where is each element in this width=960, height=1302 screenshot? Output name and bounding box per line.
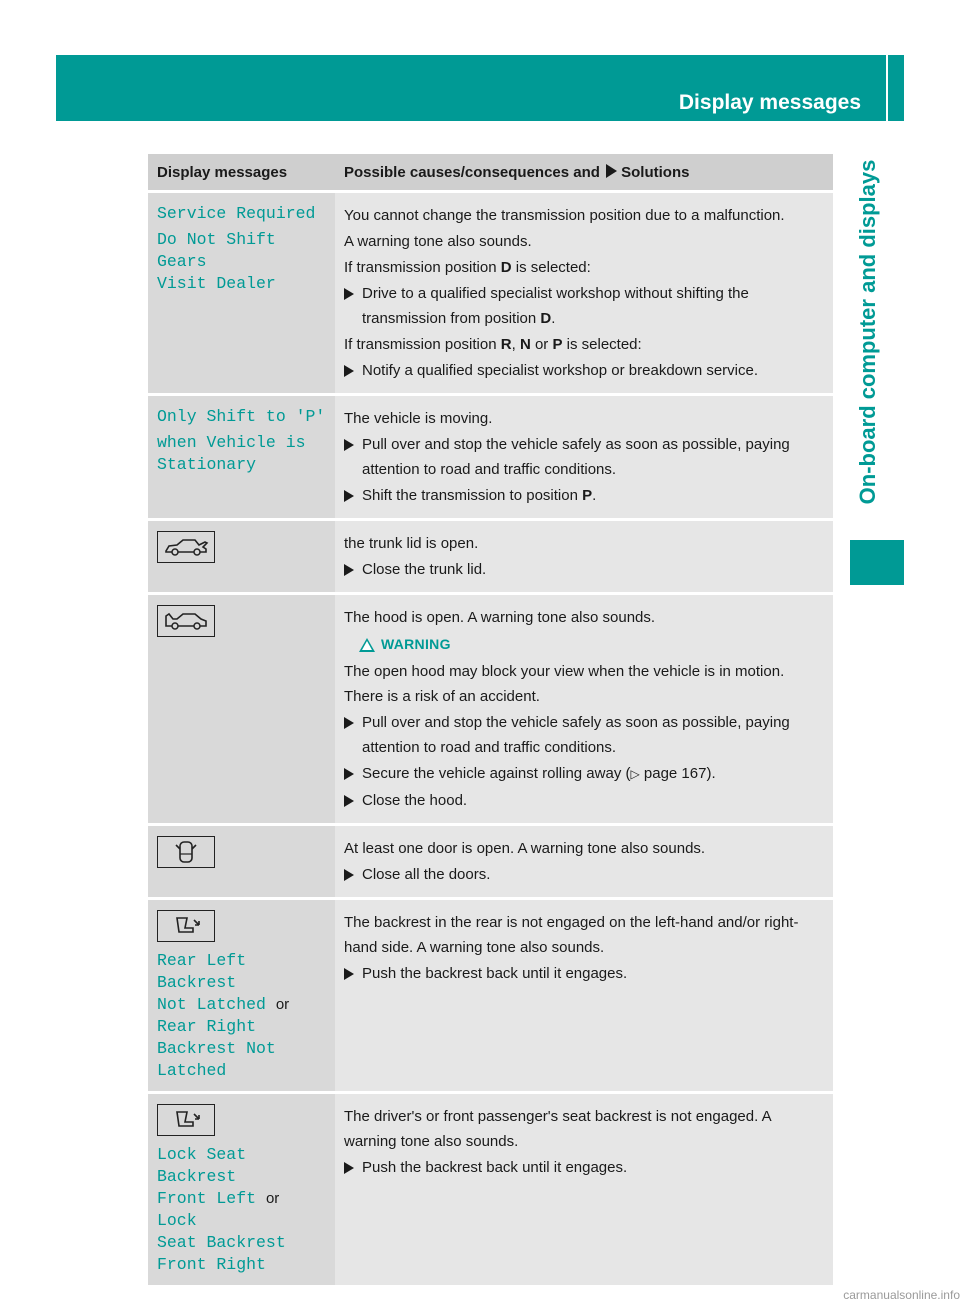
table-row xyxy=(148,594,833,825)
solution-step: Push the backrest back until it engages. xyxy=(344,961,824,986)
step-arrow-icon xyxy=(344,564,354,576)
warning-text: The open hood may block your view when the vehicle is in motion. There is a risk of an accident. xyxy=(344,663,785,705)
cause-text: You cannot change the transmission position due to a malfunction. xyxy=(344,207,785,224)
solution-cell xyxy=(335,1093,833,1286)
page-ref-icon: ▷ xyxy=(630,767,640,781)
column-header-solutions: Possible causes/consequences and Solutions xyxy=(335,154,833,192)
step-arrow-icon xyxy=(344,365,354,377)
display-message-text: Front Right xyxy=(157,1255,266,1274)
display-message-text: Latched xyxy=(157,1061,227,1080)
watermark: carmanualsonline.info xyxy=(843,1288,960,1302)
cause-text: A warning tone also sounds. xyxy=(344,233,532,250)
message-cell xyxy=(148,520,335,594)
solution-cell xyxy=(335,825,833,899)
table-row xyxy=(148,1093,833,1286)
solution-step: Shift the transmission to position P. xyxy=(344,483,824,508)
step-arrow-icon xyxy=(344,1162,354,1174)
step-arrow-icon xyxy=(344,869,354,881)
solution-cell xyxy=(335,899,833,1093)
display-messages-table xyxy=(148,154,833,1285)
display-message-text: Stationary xyxy=(157,455,257,474)
door-open-icon xyxy=(157,836,215,868)
warning-triangle-icon xyxy=(359,638,375,652)
table-row xyxy=(148,825,833,899)
step-arrow-icon xyxy=(344,288,354,300)
table-row xyxy=(148,192,833,395)
cause-text: At least one door is open. A warning tone also sounds. xyxy=(344,840,706,857)
step-arrow-icon xyxy=(344,795,354,807)
seat-backrest-icon xyxy=(157,1104,215,1136)
solution-cell xyxy=(335,594,833,825)
display-message-text: Front Left or Lock xyxy=(157,1189,280,1230)
display-message-text: Service Required xyxy=(157,204,316,223)
cause-text: The hood is open. A warning tone also sounds. xyxy=(344,609,656,626)
table-header-row xyxy=(148,154,833,192)
solution-step: Drive to a qualified specialist workshop without shifting the transmission from position D. xyxy=(344,281,824,331)
display-message-text: Backrest Not xyxy=(157,1039,276,1058)
column-header-messages: Display messages xyxy=(148,154,335,192)
warning-label: WARNING xyxy=(344,632,824,657)
cause-text: the trunk lid is open. xyxy=(344,535,479,552)
page-number: 261 xyxy=(909,95,939,114)
section-title: Display messages xyxy=(678,91,861,114)
solution-cell xyxy=(335,395,833,520)
table-row xyxy=(148,899,833,1093)
solution-cell xyxy=(335,520,833,594)
solution-step: Pull over and stop the vehicle safely as soon as possible, paying attention to road and traffic conditions. xyxy=(344,432,824,482)
display-message-text: Visit Dealer xyxy=(157,274,276,293)
display-message-text: Rear Left Backrest xyxy=(157,951,247,992)
solution-step: Close the hood. xyxy=(344,788,824,813)
message-cell xyxy=(148,395,335,520)
message-cell xyxy=(148,594,335,825)
display-message-text: Do Not Shift Gears xyxy=(157,230,276,271)
cause-text: The vehicle is moving. xyxy=(344,410,493,427)
display-message-text: Lock Seat Backrest xyxy=(157,1145,247,1186)
solution-step: Pull over and stop the vehicle safely as soon as possible, paying attention to road and traffic conditions. xyxy=(344,710,824,760)
display-message-text: Only Shift to 'P' xyxy=(157,407,326,426)
step-arrow-icon xyxy=(344,490,354,502)
solution-step: Close the trunk lid. xyxy=(344,557,824,582)
chapter-tab xyxy=(834,134,902,530)
table-row xyxy=(148,395,833,520)
seat-backrest-icon xyxy=(157,910,215,942)
display-message-text: when Vehicle is xyxy=(157,433,306,452)
cause-text: If transmission position R, N or P is selected: xyxy=(344,336,642,353)
page-header-bar xyxy=(56,55,939,121)
hood-open-icon xyxy=(157,605,215,637)
chapter-tab-label: On-board computer and displays xyxy=(855,159,880,505)
trunk-open-icon xyxy=(157,531,215,563)
display-message-text: Seat Backrest xyxy=(157,1233,286,1252)
step-arrow-icon xyxy=(344,439,354,451)
solution-step: Push the backrest back until it engages. xyxy=(344,1155,824,1180)
solution-step: Close all the doors. xyxy=(344,862,824,887)
solution-step: Notify a qualified specialist workshop or breakdown service. xyxy=(344,358,824,383)
step-arrow-icon xyxy=(344,717,354,729)
table-row xyxy=(148,520,833,594)
step-arrow-icon xyxy=(344,768,354,780)
solution-cell xyxy=(335,192,833,395)
message-cell xyxy=(148,825,335,899)
cause-text: If transmission position D is selected: xyxy=(344,259,591,276)
message-cell xyxy=(148,1093,335,1286)
message-cell xyxy=(148,899,335,1093)
chapter-tab-marker xyxy=(850,540,904,585)
solution-arrow-icon xyxy=(606,164,617,178)
cause-text: The driver's or front passenger's seat backrest is not engaged. A warning tone also sounds. xyxy=(344,1108,771,1150)
display-message-text: Rear Right xyxy=(157,1017,257,1036)
solution-step: Secure the vehicle against rolling away (▷ page 167). xyxy=(344,761,824,787)
cause-text: The backrest in the rear is not engaged on the left-hand and/or right-hand side. A warning tone also sounds. xyxy=(344,914,799,956)
step-arrow-icon xyxy=(344,968,354,980)
message-cell xyxy=(148,192,335,395)
display-message-text: Not Latched or xyxy=(157,995,290,1014)
